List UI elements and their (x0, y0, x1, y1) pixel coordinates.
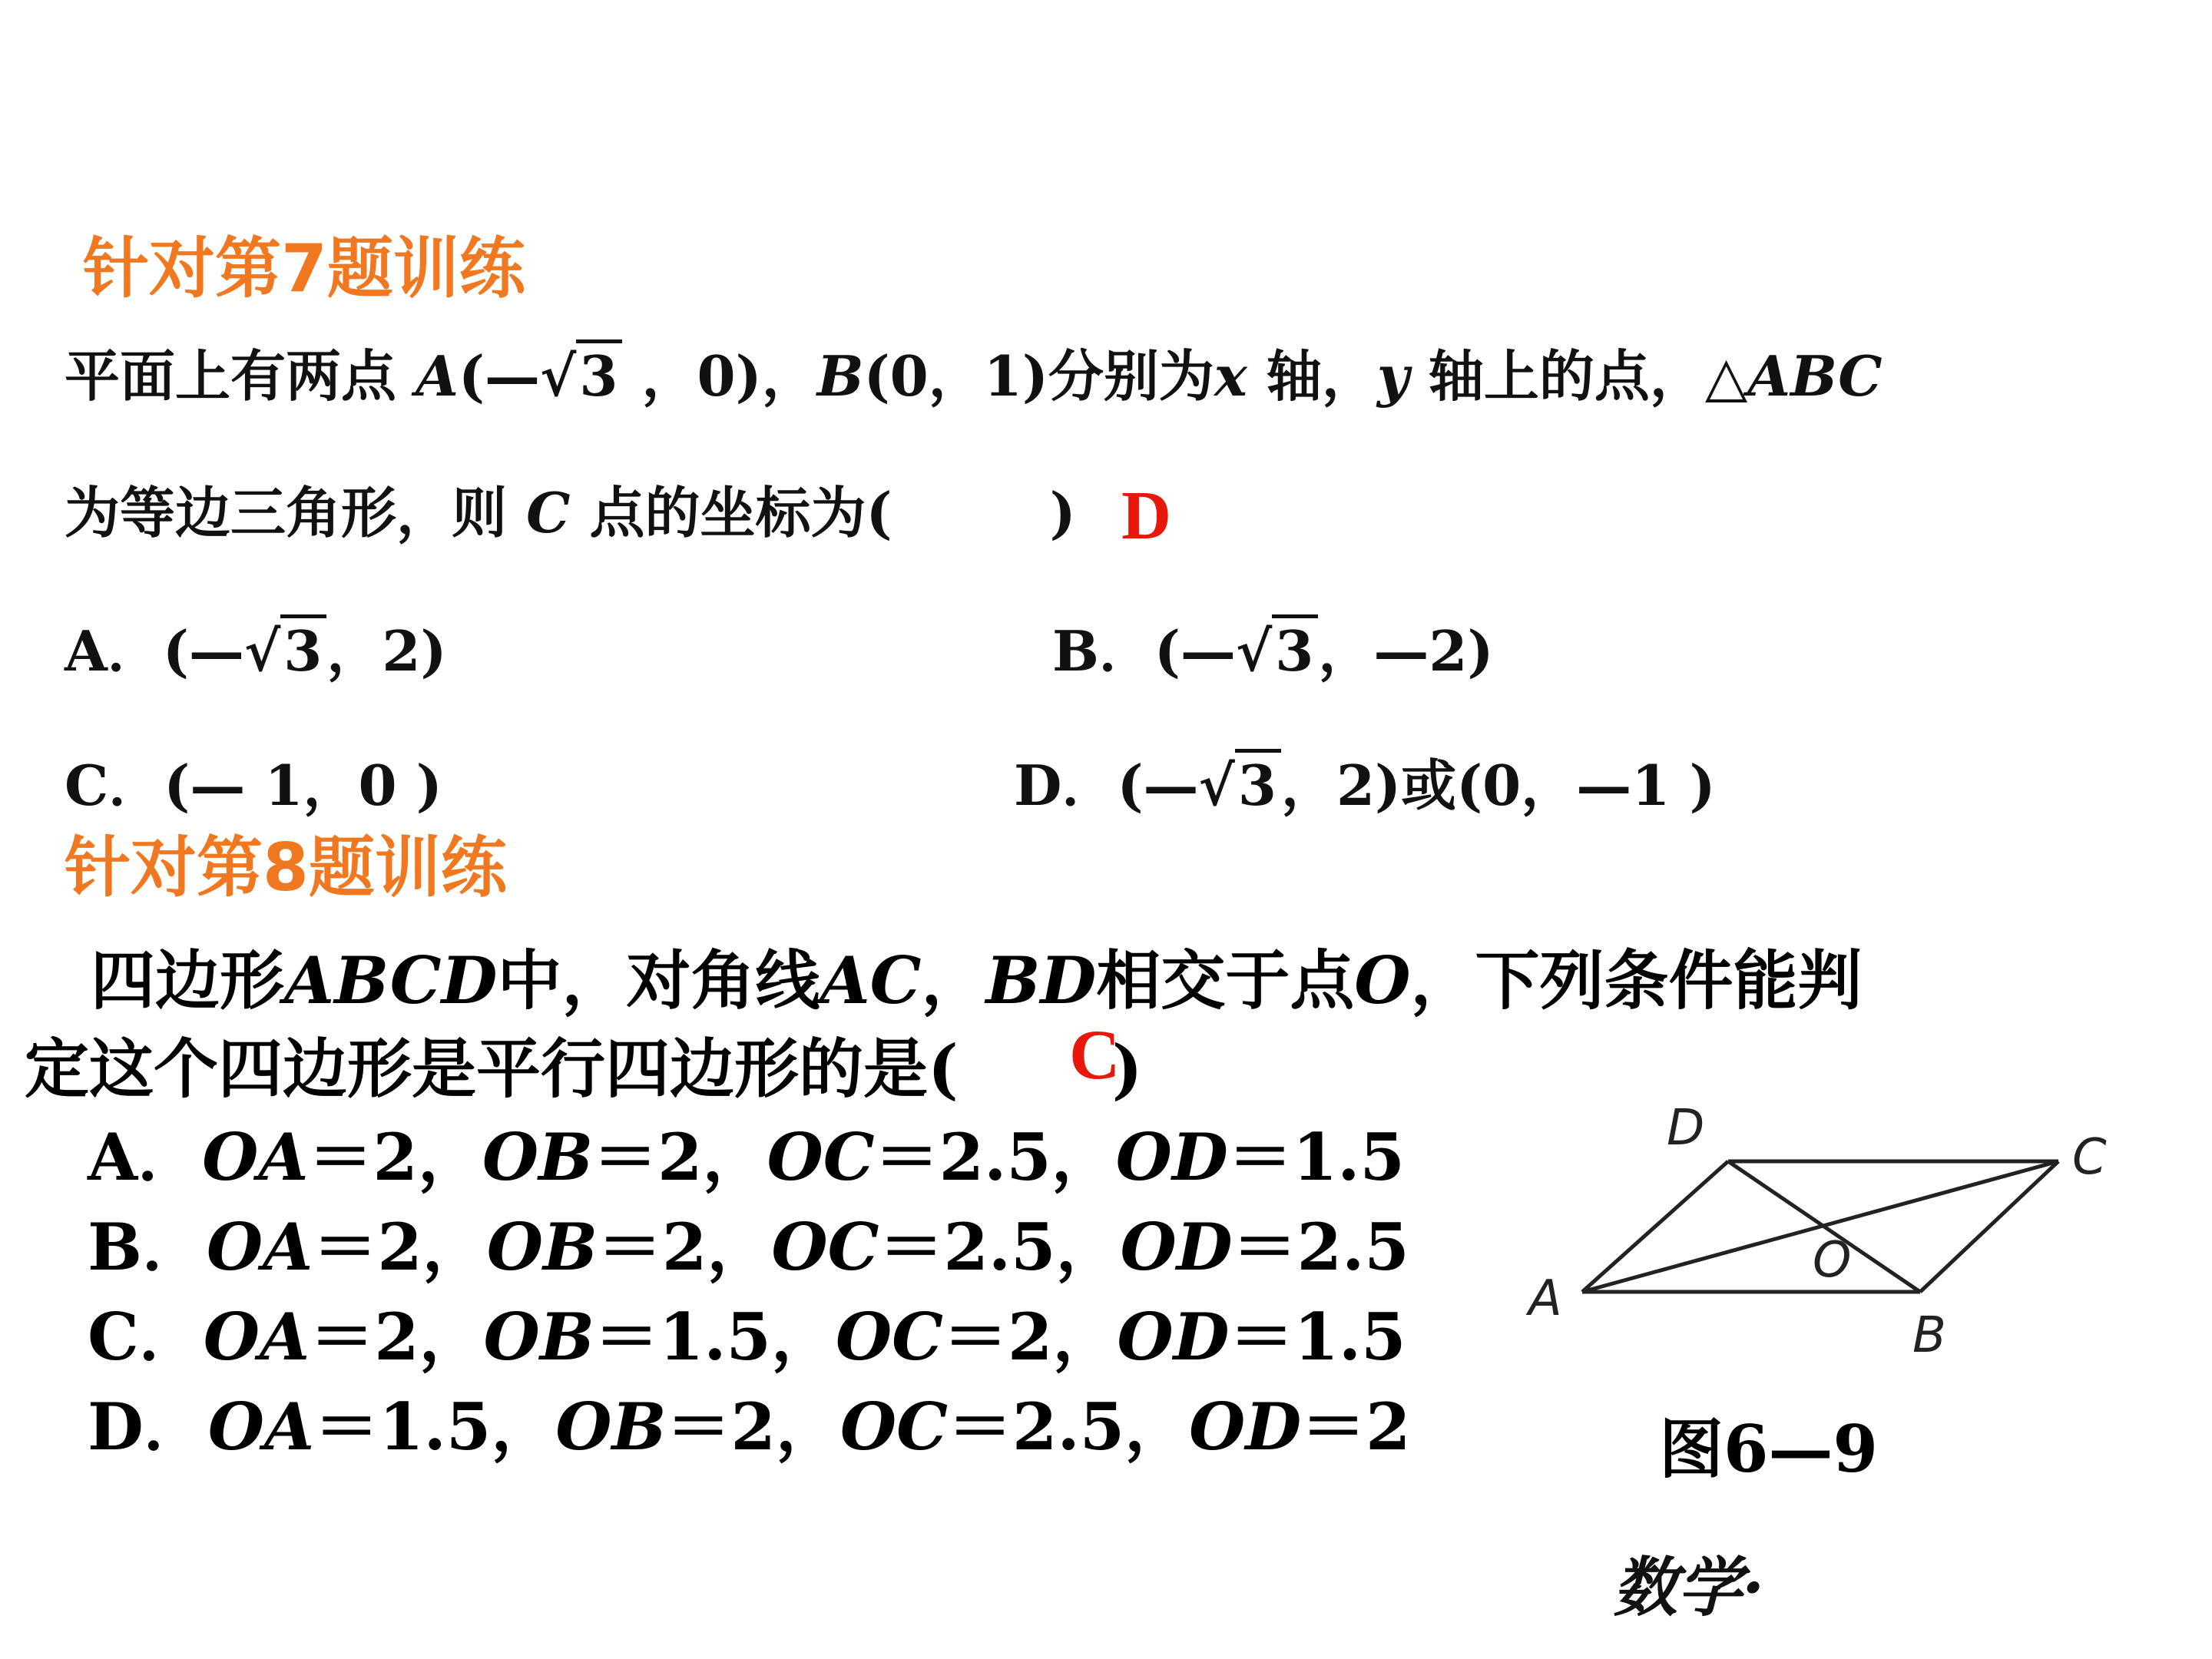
figure-caption: 图6—9 (1659, 1411, 1878, 1487)
q7-stem-line1: 平面上有两点 A(—√3 ，0)，B(0，1)分别为x 轴，y 轴上的点，△ABC (65, 332, 1883, 412)
q7-stem-line2: 为等边三角形，则 C 点的坐标为( ) (65, 480, 1076, 545)
section8-heading: 针对第8题训练 (65, 830, 507, 906)
vertex-label-a: A (1528, 1270, 1562, 1327)
vertex-label-o: O (1813, 1232, 1852, 1289)
vertex-label-d: D (1667, 1100, 1705, 1157)
sqrt-symbol: √3 (540, 343, 622, 409)
q8-stem-line1: 四边形ABCD中，对角线AC，BD相交于点O，下列条件能判 (91, 942, 1863, 1018)
parallelogram-figure (1505, 1091, 2135, 1382)
q8-option-b: B．OA＝2，OB＝2，OC＝2.5，OD＝2.5 (88, 1209, 1409, 1285)
q8-option-d: D．OA＝1.5，OB＝2，OC＝2.5，OD＝2 (88, 1389, 1411, 1465)
q7-option-a: A．(—√3，2) (65, 607, 447, 687)
q7-option-b: B．(—√3，—2) (1052, 607, 1494, 687)
vertex-label-b: B (1912, 1307, 1946, 1364)
section7-heading: 针对第7题训练 (83, 230, 525, 307)
q8-option-c: C．OA＝2，OB＝1.5，OC＝2，OD＝1.5 (88, 1299, 1406, 1375)
q7-option-c: C．(— 1，0 ) (65, 753, 442, 818)
q7-answer: D (1121, 478, 1171, 554)
q8-answer: C (1069, 1015, 1121, 1094)
q7-option-d: D．(—√3，2)或(0，—1 ) (1014, 741, 1716, 821)
q8-stem-line2: 定这个四边形是平行四边形的是( ) (25, 1031, 1143, 1107)
q8-option-a: A．OA＝2，OB＝2，OC＝2.5，OD＝1.5 (88, 1119, 1405, 1195)
vertex-label-c: C (2072, 1129, 2107, 1186)
footer-subject: 数学· (1613, 1549, 1765, 1625)
